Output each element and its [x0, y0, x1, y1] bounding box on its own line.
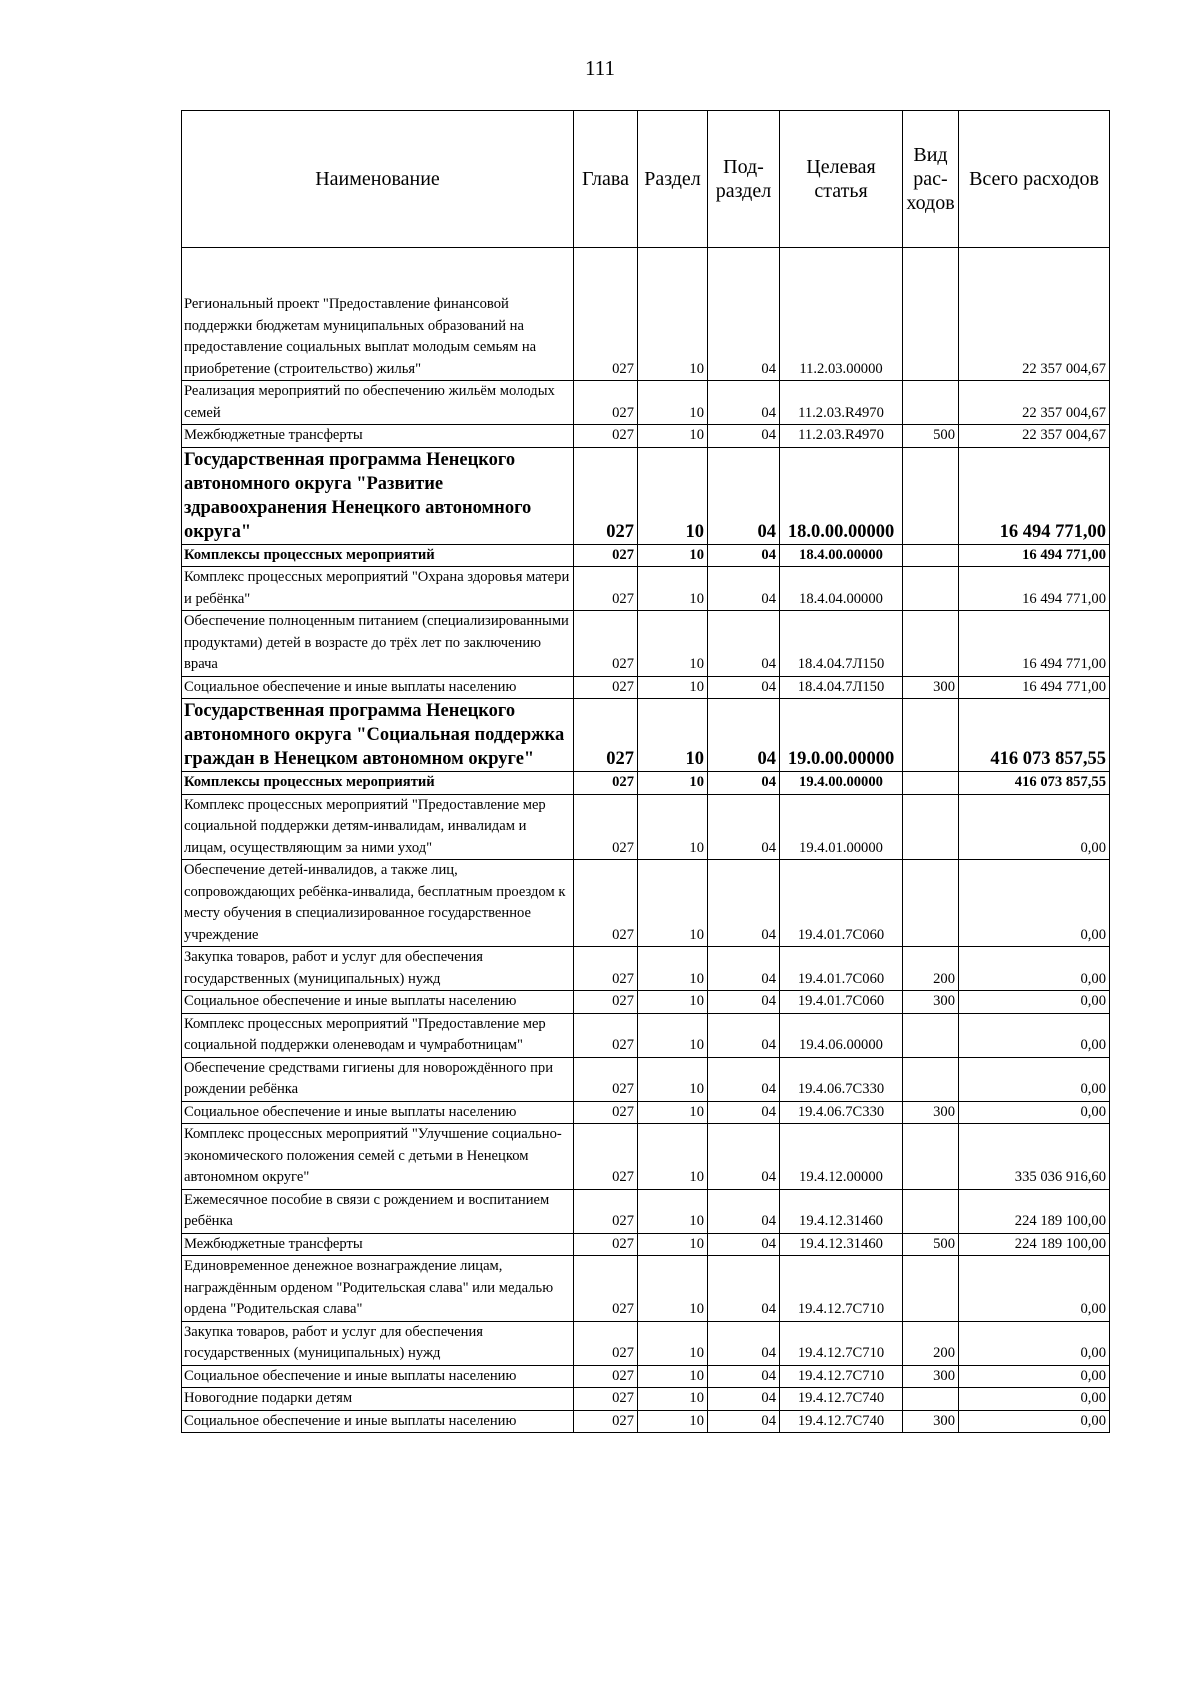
row-celevaya: 19.4.00.00000	[780, 772, 903, 795]
table-row	[182, 611, 1110, 677]
row-podrazdel: 04	[708, 1388, 780, 1411]
table-body	[182, 248, 1110, 1433]
col-header-celevaya: Целевая статья	[780, 111, 903, 248]
row-glava: 027	[574, 447, 638, 544]
row-vid	[903, 860, 959, 947]
row-name: Комплекс процессных мероприятий "Предоставление мер социальной поддержки оленеводам и чумработницам"	[182, 1013, 574, 1057]
row-name: Обеспечение средствами гигиены для новорождённого при рождении ребёнка	[182, 1057, 574, 1101]
row-glava: 027	[574, 1256, 638, 1322]
table-row	[182, 1388, 1110, 1411]
row-vid: 300	[903, 1410, 959, 1433]
row-celevaya: 18.4.04.00000	[780, 567, 903, 611]
col-header-glava: Глава	[574, 111, 638, 248]
row-total: 0,00	[959, 1321, 1110, 1365]
row-vid	[903, 381, 959, 425]
row-razdel: 10	[638, 1189, 708, 1233]
row-podrazdel: 04	[708, 1057, 780, 1101]
table-row	[182, 699, 1110, 772]
row-vid	[903, 1013, 959, 1057]
row-total: 16 494 771,00	[959, 567, 1110, 611]
row-total: 22 357 004,67	[959, 381, 1110, 425]
row-vid	[903, 611, 959, 677]
row-name: Социальное обеспечение и иные выплаты населению	[182, 1410, 574, 1433]
page-number: 111	[585, 56, 615, 80]
row-razdel: 10	[638, 447, 708, 544]
row-total: 0,00	[959, 860, 1110, 947]
row-total: 0,00	[959, 991, 1110, 1014]
table-header	[182, 111, 1110, 248]
row-celevaya: 19.4.06.7С330	[780, 1101, 903, 1124]
row-glava: 027	[574, 1233, 638, 1256]
row-podrazdel: 04	[708, 1124, 780, 1190]
col-header-podrazdel: Под-раздел	[708, 111, 780, 248]
row-name: Реализация мероприятий по обеспечению жильём молодых семей	[182, 381, 574, 425]
table-row	[182, 794, 1110, 860]
row-podrazdel: 04	[708, 425, 780, 448]
row-glava: 027	[574, 1189, 638, 1233]
row-razdel: 10	[638, 991, 708, 1014]
row-podrazdel: 04	[708, 699, 780, 772]
table-row	[182, 1321, 1110, 1365]
row-total: 416 073 857,55	[959, 772, 1110, 795]
row-vid	[903, 794, 959, 860]
row-celevaya: 19.4.01.7С060	[780, 860, 903, 947]
row-glava: 027	[574, 1388, 638, 1411]
row-celevaya: 19.4.12.7С710	[780, 1365, 903, 1388]
row-name: Социальное обеспечение и иные выплаты населению	[182, 1365, 574, 1388]
row-total: 0,00	[959, 1388, 1110, 1411]
row-celevaya: 19.4.12.7С740	[780, 1388, 903, 1411]
row-podrazdel: 04	[708, 860, 780, 947]
table-row	[182, 1057, 1110, 1101]
row-glava: 027	[574, 676, 638, 699]
table-row	[182, 1365, 1110, 1388]
table-row	[182, 860, 1110, 947]
row-vid: 200	[903, 1321, 959, 1365]
table-row	[182, 947, 1110, 991]
row-celevaya: 19.4.06.00000	[780, 1013, 903, 1057]
row-razdel: 10	[638, 1256, 708, 1322]
row-podrazdel: 04	[708, 1321, 780, 1365]
row-podrazdel: 04	[708, 1233, 780, 1256]
row-celevaya: 19.0.00.00000	[780, 699, 903, 772]
row-glava: 027	[574, 425, 638, 448]
table-row	[182, 544, 1110, 567]
row-name: Социальное обеспечение и иные выплаты населению	[182, 676, 574, 699]
row-podrazdel: 04	[708, 676, 780, 699]
table-row	[182, 248, 1110, 381]
row-razdel: 10	[638, 947, 708, 991]
row-name: Закупка товаров, работ и услуг для обеспечения государственных (муниципальных) нужд	[182, 947, 574, 991]
row-total: 0,00	[959, 947, 1110, 991]
row-razdel: 10	[638, 1410, 708, 1433]
row-vid	[903, 248, 959, 381]
row-name: Социальное обеспечение и иные выплаты населению	[182, 991, 574, 1014]
budget-table	[181, 110, 1110, 1433]
row-celevaya: 19.4.01.7С060	[780, 947, 903, 991]
row-podrazdel: 04	[708, 947, 780, 991]
row-total: 16 494 771,00	[959, 611, 1110, 677]
row-glava: 027	[574, 544, 638, 567]
row-vid: 500	[903, 425, 959, 448]
row-podrazdel: 04	[708, 1101, 780, 1124]
row-name: Новогодние подарки детям	[182, 1388, 574, 1411]
row-glava: 027	[574, 567, 638, 611]
row-razdel: 10	[638, 1013, 708, 1057]
row-name: Региональный проект "Предоставление финансовой поддержки бюджетам муниципальных образований на предоставление социальных выплат молодым семьям на приобретение (строительство) жилья"	[182, 248, 574, 381]
row-razdel: 10	[638, 1321, 708, 1365]
row-glava: 027	[574, 947, 638, 991]
row-celevaya: 11.2.03.R4970	[780, 425, 903, 448]
row-total: 0,00	[959, 1256, 1110, 1322]
row-total: 22 357 004,67	[959, 425, 1110, 448]
table-row	[182, 676, 1110, 699]
row-podrazdel: 04	[708, 611, 780, 677]
row-name: Межбюджетные трансферты	[182, 1233, 574, 1256]
row-name: Закупка товаров, работ и услуг для обеспечения государственных (муниципальных) нужд	[182, 1321, 574, 1365]
row-razdel: 10	[638, 567, 708, 611]
row-podrazdel: 04	[708, 1365, 780, 1388]
table-row	[182, 425, 1110, 448]
col-header-vid: Вид рас-ходов	[903, 111, 959, 248]
row-name: Государственная программа Ненецкого автономного округа "Развитие здравоохранения Ненецкого автономного округа"	[182, 447, 574, 544]
row-vid	[903, 1057, 959, 1101]
table-row	[182, 381, 1110, 425]
row-name: Межбюджетные трансферты	[182, 425, 574, 448]
row-vid	[903, 447, 959, 544]
row-glava: 027	[574, 699, 638, 772]
row-vid	[903, 699, 959, 772]
row-razdel: 10	[638, 425, 708, 448]
row-name: Комплексы процессных мероприятий	[182, 772, 574, 795]
row-name: Государственная программа Ненецкого автономного округа "Социальная поддержка граждан в Ненецком автономном округе"	[182, 699, 574, 772]
row-podrazdel: 04	[708, 248, 780, 381]
row-vid	[903, 544, 959, 567]
row-glava: 027	[574, 794, 638, 860]
row-name: Обеспечение полноценным питанием (специализированными продуктами) детей в возрасте до трёх лет по заключению врача	[182, 611, 574, 677]
row-name: Социальное обеспечение и иные выплаты населению	[182, 1101, 574, 1124]
row-vid	[903, 772, 959, 795]
row-podrazdel: 04	[708, 1410, 780, 1433]
row-razdel: 10	[638, 1057, 708, 1101]
col-header-total: Всего расходов	[959, 111, 1110, 248]
row-razdel: 10	[638, 611, 708, 677]
table-row	[182, 772, 1110, 795]
row-celevaya: 19.4.01.00000	[780, 794, 903, 860]
row-vid: 300	[903, 1101, 959, 1124]
row-celevaya: 19.4.06.7С330	[780, 1057, 903, 1101]
row-podrazdel: 04	[708, 991, 780, 1014]
row-vid: 300	[903, 1365, 959, 1388]
row-razdel: 10	[638, 381, 708, 425]
row-total: 22 357 004,67	[959, 248, 1110, 381]
row-razdel: 10	[638, 544, 708, 567]
row-razdel: 10	[638, 1365, 708, 1388]
row-celevaya: 11.2.03.00000	[780, 248, 903, 381]
row-vid	[903, 1124, 959, 1190]
row-podrazdel: 04	[708, 567, 780, 611]
row-celevaya: 19.4.12.00000	[780, 1124, 903, 1190]
row-glava: 027	[574, 611, 638, 677]
row-name: Единовременное денежное вознаграждение лицам, награждённым орденом "Родительская слава" или медалью ордена "Родительская слава"	[182, 1256, 574, 1322]
row-razdel: 10	[638, 1101, 708, 1124]
row-glava: 027	[574, 248, 638, 381]
table-row	[182, 567, 1110, 611]
row-podrazdel: 04	[708, 1256, 780, 1322]
row-razdel: 10	[638, 1124, 708, 1190]
row-razdel: 10	[638, 248, 708, 381]
row-podrazdel: 04	[708, 447, 780, 544]
table-row	[182, 1101, 1110, 1124]
row-name: Комплекс процессных мероприятий "Улучшение социально-экономического положения семей с детьми в Ненецком автономном округе"	[182, 1124, 574, 1190]
row-razdel: 10	[638, 860, 708, 947]
row-celevaya: 18.0.00.00000	[780, 447, 903, 544]
row-celevaya: 19.4.12.7С740	[780, 1410, 903, 1433]
table-row	[182, 1124, 1110, 1190]
row-name: Обеспечение детей-инвалидов, а также лиц, сопровождающих ребёнка-инвалида, бесплатным проездом к месту обучения в специализированное государственное учреждение	[182, 860, 574, 947]
row-razdel: 10	[638, 772, 708, 795]
row-glava: 027	[574, 381, 638, 425]
row-glava: 027	[574, 1057, 638, 1101]
row-vid	[903, 1256, 959, 1322]
row-total: 416 073 857,55	[959, 699, 1110, 772]
row-total: 0,00	[959, 1365, 1110, 1388]
row-celevaya: 18.4.04.7Л150	[780, 676, 903, 699]
row-celevaya: 19.4.12.7С710	[780, 1321, 903, 1365]
row-vid: 300	[903, 676, 959, 699]
row-vid	[903, 1388, 959, 1411]
row-total: 335 036 916,60	[959, 1124, 1110, 1190]
row-vid	[903, 567, 959, 611]
row-razdel: 10	[638, 1233, 708, 1256]
row-podrazdel: 04	[708, 544, 780, 567]
row-celevaya: 18.4.00.00000	[780, 544, 903, 567]
row-glava: 027	[574, 1365, 638, 1388]
row-podrazdel: 04	[708, 381, 780, 425]
row-podrazdel: 04	[708, 772, 780, 795]
row-total: 16 494 771,00	[959, 447, 1110, 544]
row-razdel: 10	[638, 1388, 708, 1411]
row-total: 0,00	[959, 1410, 1110, 1433]
row-name: Комплекс процессных мероприятий "Предоставление мер социальной поддержки детям-инвалидам, инвалидам и лицам, осуществляющим за ними уход"	[182, 794, 574, 860]
row-podrazdel: 04	[708, 794, 780, 860]
row-vid: 300	[903, 991, 959, 1014]
table-row	[182, 991, 1110, 1014]
row-celevaya: 19.4.12.7С710	[780, 1256, 903, 1322]
row-glava: 027	[574, 772, 638, 795]
row-total: 224 189 100,00	[959, 1233, 1110, 1256]
row-razdel: 10	[638, 699, 708, 772]
row-glava: 027	[574, 1101, 638, 1124]
col-header-name: Наименование	[182, 111, 574, 248]
table-row	[182, 447, 1110, 544]
row-celevaya: 18.4.04.7Л150	[780, 611, 903, 677]
row-celevaya: 11.2.03.R4970	[780, 381, 903, 425]
row-total: 0,00	[959, 1101, 1110, 1124]
row-razdel: 10	[638, 794, 708, 860]
table-row	[182, 1189, 1110, 1233]
col-header-razdel: Раздел	[638, 111, 708, 248]
table-row	[182, 1410, 1110, 1433]
row-celevaya: 19.4.01.7С060	[780, 991, 903, 1014]
row-total: 224 189 100,00	[959, 1189, 1110, 1233]
row-glava: 027	[574, 1013, 638, 1057]
row-podrazdel: 04	[708, 1189, 780, 1233]
row-vid: 500	[903, 1233, 959, 1256]
row-total: 0,00	[959, 1057, 1110, 1101]
table-row	[182, 1256, 1110, 1322]
row-total: 0,00	[959, 1013, 1110, 1057]
row-name: Ежемесячное пособие в связи с рождением и воспитанием ребёнка	[182, 1189, 574, 1233]
row-celevaya: 19.4.12.31460	[780, 1189, 903, 1233]
row-glava: 027	[574, 1410, 638, 1433]
table-row	[182, 1013, 1110, 1057]
row-total: 16 494 771,00	[959, 544, 1110, 567]
row-total: 0,00	[959, 794, 1110, 860]
row-podrazdel: 04	[708, 1013, 780, 1057]
row-name: Комплексы процессных мероприятий	[182, 544, 574, 567]
row-name: Комплекс процессных мероприятий "Охрана здоровья матери и ребёнка"	[182, 567, 574, 611]
row-vid: 200	[903, 947, 959, 991]
row-glava: 027	[574, 1124, 638, 1190]
row-razdel: 10	[638, 676, 708, 699]
row-glava: 027	[574, 860, 638, 947]
table-row	[182, 1233, 1110, 1256]
row-glava: 027	[574, 991, 638, 1014]
row-glava: 027	[574, 1321, 638, 1365]
row-vid	[903, 1189, 959, 1233]
row-total: 16 494 771,00	[959, 676, 1110, 699]
row-celevaya: 19.4.12.31460	[780, 1233, 903, 1256]
